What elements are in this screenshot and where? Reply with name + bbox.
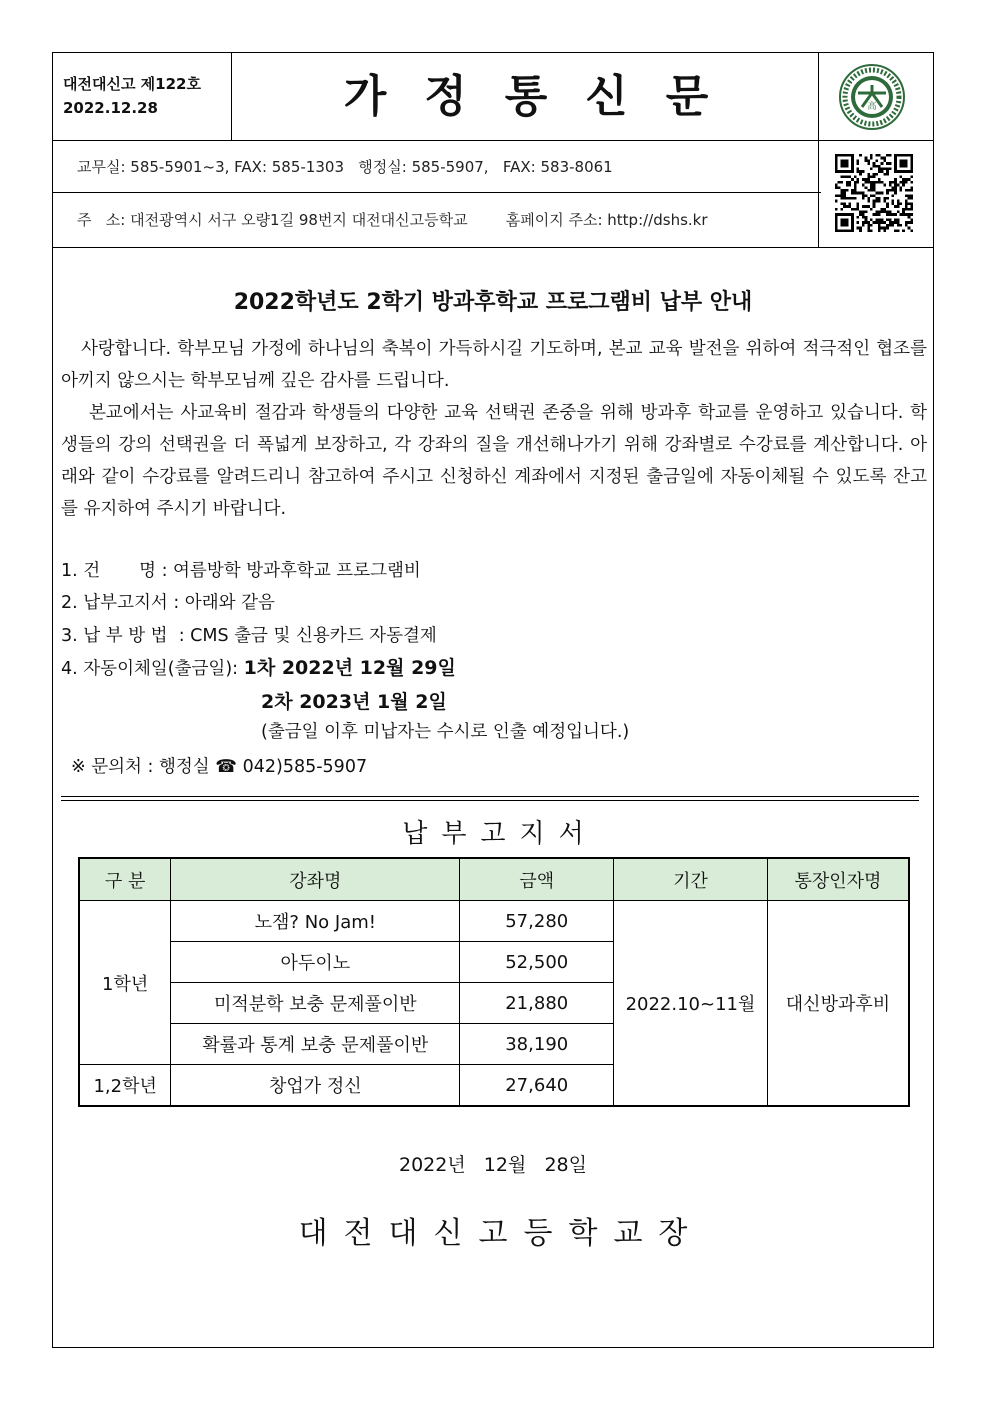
list-item-method: 3. 납 부 방 법 : CMS 출금 및 신용카드 자동결제 <box>61 626 437 646</box>
col-header-course: 강좌명 <box>171 858 460 901</box>
list-item-subject: 1. 건 명 : 여름방학 방과후학교 프로그램비 <box>61 561 421 581</box>
table-header-row <box>79 858 909 901</box>
col-header-grade: 구 분 <box>79 858 171 901</box>
address-info: 주 소: 대전광역시 서구 오량1길 98번지 대전대신고등학교 홈페이지 주소: http://dshs.kr <box>77 211 708 229</box>
col-header-account: 통장인자명 <box>767 858 909 901</box>
header-title-row <box>53 53 933 141</box>
qr-code-icon[interactable] <box>835 154 913 232</box>
course-cell: 미적분학 보충 문제풀이반 <box>171 983 460 1024</box>
greeting-paragraph: 사랑합니다. 학부모님 가정에 하나님의 축복이 가득하시길 기도하며, 본교 교육 발전을 위하여 적극적인 협조를 아끼지 않으시는 학부모님께 깊은 감사를 드립니다. <box>61 339 927 391</box>
amount-cell: 38,190 <box>460 1024 614 1065</box>
school-seal-icon <box>838 63 906 131</box>
account-name-cell: 대신방과후비 <box>767 901 909 1107</box>
amount-cell: 21,880 <box>460 983 614 1024</box>
inquiry-contact: ※ 문의처 : 행정실 ☎ 042)585-5907 <box>71 757 368 777</box>
issue-number: 대전대신고 제122호 <box>63 75 201 93</box>
header-emblem-column <box>818 53 933 247</box>
svg-text:高: 高 <box>867 102 877 112</box>
principal-signature: 대전대신고등학교장 <box>298 1216 704 1251</box>
newsletter-frame <box>52 52 934 1348</box>
grade-cell: 1학년 <box>79 901 171 1065</box>
amount-cell: 27,640 <box>460 1065 614 1107</box>
course-cell: 아두이노 <box>171 942 460 983</box>
debit-date-first: 1차 2022년 12월 29일 <box>243 657 456 679</box>
col-header-amount: 금액 <box>460 858 614 901</box>
section-divider <box>61 796 919 801</box>
table-row <box>79 901 909 942</box>
body-paragraph: 본교에서는 사교육비 절감과 학생들의 다양한 교육 선택권 존중을 위해 방과후 학교를 운영하고 있습니다. 학생들의 강의 선택권을 더 폭넓게 보장하고, 각 강좌의 질을 개선해나가기 위해 강좌별로 수강료를 계산합니다. 아래와 같이 수강료를 알려드리니 참고하여 주시고 신청하신 계좌에서 지정된 출금일에 자동이체될 수 있도록 잔고를 유지하여 주시기 바랍니다. <box>61 403 927 519</box>
course-cell: 창업가 정신 <box>171 1065 460 1107</box>
header-divider <box>53 247 933 248</box>
list-item-debit-date <box>61 653 456 680</box>
contact-row <box>53 140 821 193</box>
amount-cell: 52,500 <box>460 942 614 983</box>
issue-date: 2022.12.28 <box>63 99 158 117</box>
issue-date-footer: 2022년 12월 28일 <box>398 1154 587 1176</box>
course-cell: 확률과 통계 보충 문제풀이반 <box>171 1024 460 1065</box>
debit-date-label: 4. 자동이체일(출금일): <box>61 659 244 679</box>
notice-title: 2022학년도 2학기 방과후학교 프로그램비 납부 안내 <box>233 290 753 315</box>
col-header-period: 기간 <box>614 858 768 901</box>
grade-cell: 1,2학년 <box>79 1065 171 1107</box>
contact-info: 교무실: 585-5901~3, FAX: 585-1303 행정실: 585-5907, FAX: 583-8061 <box>77 158 613 176</box>
debit-date-second: 2차 2023년 1월 2일 <box>261 691 447 713</box>
page-title: 가정통신문 <box>343 71 747 122</box>
address-row <box>53 192 821 247</box>
amount-cell: 57,280 <box>460 901 614 942</box>
course-cell: 노잼? No Jam! <box>171 901 460 942</box>
period-cell: 2022.10~11월 <box>614 901 768 1107</box>
debit-date-note: (출금일 이후 미납자는 수시로 인출 예정입니다.) <box>261 722 630 742</box>
bill-title: 납부고지서 <box>402 819 598 849</box>
issue-box <box>53 53 232 140</box>
fee-table <box>78 857 910 1107</box>
list-item-bill: 2. 납부고지서 : 아래와 같음 <box>61 593 275 613</box>
